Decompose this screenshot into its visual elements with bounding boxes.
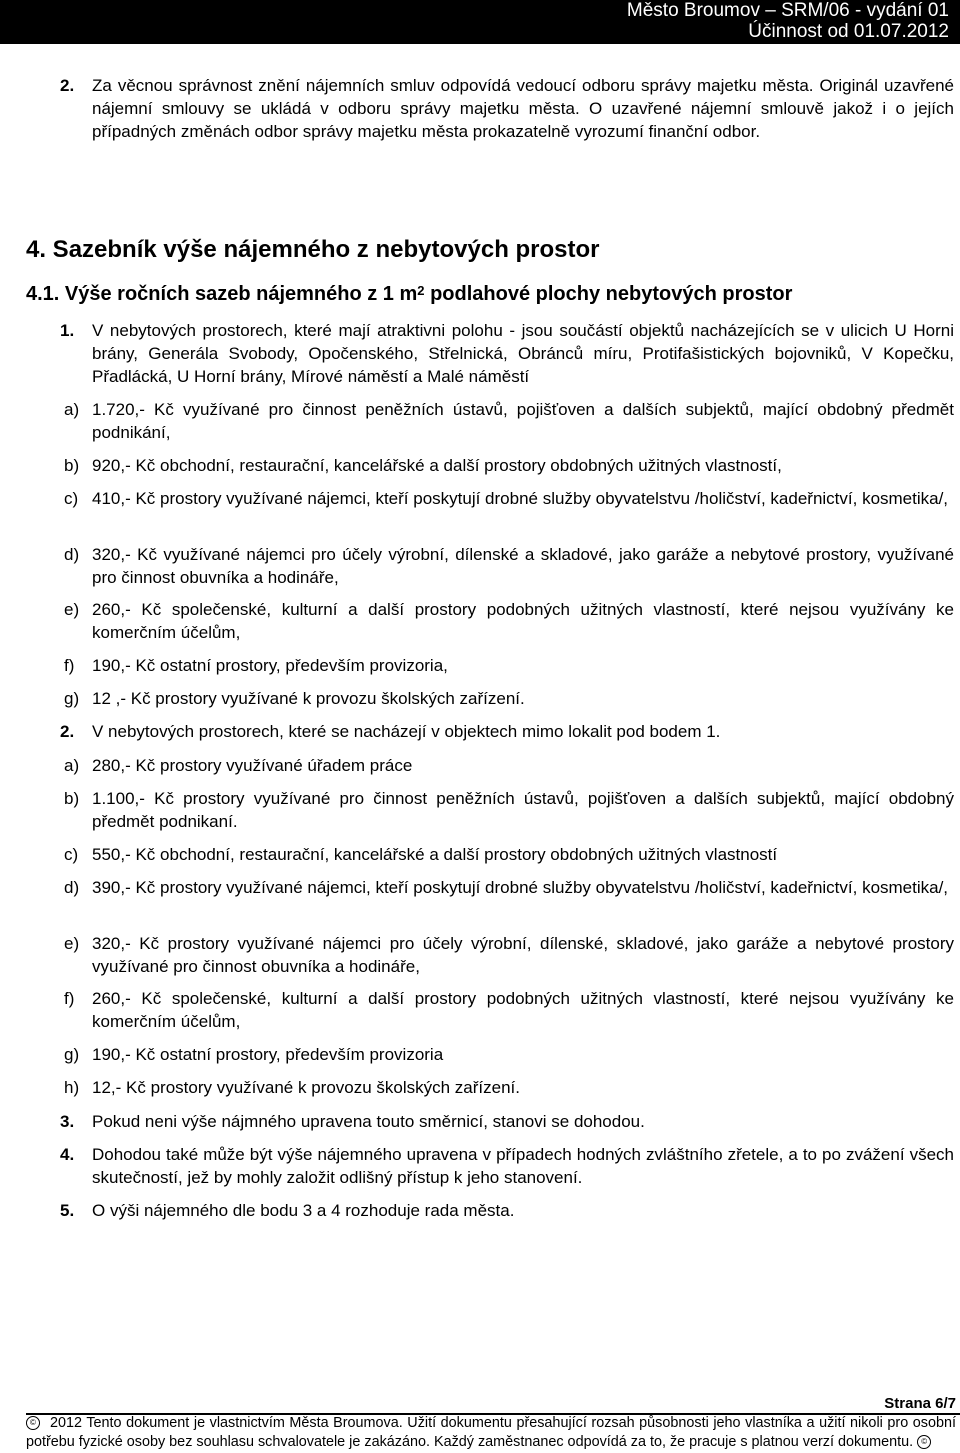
rate-text: 320,- Kč využívané nájemci pro účely výrobní, dílenské a skladové, jako garáže a nebytové prostory, využívané pro činnost obuvníka a hodináře, <box>92 545 954 587</box>
header-title: Město Broumov – SRM/06 - vydání 01 <box>626 0 949 21</box>
rate-label: d) <box>64 545 80 564</box>
rate-label: c) <box>64 489 79 508</box>
subsection-heading-superscript: 2 <box>417 283 425 298</box>
rate-label: a) <box>64 400 80 419</box>
rate-label: g) <box>64 1045 80 1064</box>
rate-label: e) <box>64 934 80 953</box>
rate-text: 410,- Kč prostory využívané nájemci, kteří poskytují drobné služby obyvatelstvu /holičství, kadeřnictví, kosmetika/, <box>92 489 949 508</box>
rate-label: d) <box>64 878 80 897</box>
rate-label: e) <box>64 600 80 619</box>
item4-number: 4. <box>60 1145 75 1164</box>
rate-label: f) <box>64 989 75 1008</box>
item5-paragraph: O výši nájemného dle bodu 3 a 4 rozhoduje rada města. <box>92 1201 515 1220</box>
rate-text: 190,- Kč ostatní prostory, především provizoria <box>92 1045 444 1064</box>
item2-paragraph: V nebytových prostorech, které se nacházejí v objektech mimo lokalit pod bodem 1. <box>92 722 721 741</box>
rate-text: 320,- Kč prostory využívané nájemci pro účely výrobní, dílenské, skladové, jako garáže a nebytové prostory využívané pro činnost obuvníka a hodináře, <box>92 934 954 976</box>
subsection-heading-text-end: podlahové plochy nebytových prostor <box>424 283 793 305</box>
rate-label: h) <box>64 1078 80 1097</box>
rate-text: 190,- Kč ostatní prostory, především provizoria, <box>92 656 448 675</box>
rate-label: g) <box>64 689 80 708</box>
header-effective-date: Účinnost od 01.07.2012 <box>748 21 949 42</box>
copyright-icon: © <box>26 1416 40 1430</box>
rate-label: b) <box>64 789 80 808</box>
rate-label: a) <box>64 756 80 775</box>
rate-text: 12,- Kč prostory využívané k provozu školských zařízení. <box>92 1078 521 1097</box>
rate-text: 1.720,- Kč využívané pro činnost peněžních ústavů, pojišťoven a dalších subjektů, mající obdobný předmět podnikání, <box>92 400 954 442</box>
copyright-icon: © <box>917 1435 931 1449</box>
document-header <box>0 0 960 44</box>
rate-text: 1.100,- Kč prostory využívané pro činnost peněžních ústavů, pojišťoven a dalších subjektů, mající obdobný předmět podnikaní. <box>92 789 954 831</box>
item5-number: 5. <box>60 1201 75 1220</box>
item1-paragraph: V nebytových prostorech, které mají atraktivni polohu - jsou součástí objektů nacházejících se v ulicich U Horni brány, Generála Svobody, Opočenského, Střelnická, Obránců míru, Protifašistických bojovniků, V Kopečku, Přadlácká, U Horní brány, Mírové náměstí a Malé náměstí <box>92 321 954 386</box>
item3-number: 3. <box>60 1112 75 1131</box>
page-number: Strana 6/7 <box>884 1395 956 1412</box>
item2-number: 2. <box>60 722 75 741</box>
footer-notice <box>26 1414 956 1452</box>
item1-number: 1. <box>60 321 75 340</box>
rate-text: 390,- Kč prostory využívané nájemci, kteří poskytují drobné služby obyvatelstvu /holičství, kadeřnictví, kosmetika/, <box>92 878 949 897</box>
rate-text: 260,- Kč společenské, kulturní a další prostory podobných užitných vlastností, které nejsou využívány ke komerčním účelům, <box>92 600 954 642</box>
subsection-heading-text: 4.1. Výše ročních sazeb nájemného z 1 m <box>26 283 418 305</box>
item4-paragraph: Dohodou také může být výše nájemného upravena v případech hodných zvláštního zřetele, a to po zvážení všech skutečností, jež by mohly založit odlišný přístup k jeho stanovení. <box>92 1145 954 1187</box>
item3-paragraph: Pokud neni výše nájmného upravena touto směrnicí, stanovi se dohodou. <box>92 1112 645 1131</box>
rate-text: 12 ,- Kč prostory využívané k provozu školských zařízení. <box>92 689 525 708</box>
rate-text: 920,- Kč obchodní, restaurační, kancelářské a další prostory obdobných užitných vlastností, <box>92 456 782 475</box>
rate-text: 280,- Kč prostory využívané úřadem práce <box>92 756 413 775</box>
intro-paragraph: Za věcnou správnost znění nájemních smluv odpovídá vedoucí odboru správy majetku města. Originál uzavřené nájemní smlouvy se ukládá v odboru správy majetku města. O uzavřené nájemní smlouvě jakož i o jejích případných změnách odbor správy majetku města prokazatelně vyrozumí finanční odbor. <box>92 76 954 141</box>
footer-text: 2012 Tento dokument je vlastnictvím Města Broumova. Užití dokumentu přesahující rozsah působnosti jeho vlastníka a užití nikoli pro osobní potřebu fyzické osoby bez souhlasu schvalovatele je zakázáno. Každý zaměstnanec odpovídá za to, že pracuje s platnou verzí dokumentu. <box>26 1415 956 1450</box>
rate-label: c) <box>64 845 79 864</box>
rate-text: 260,- Kč společenské, kulturní a další prostory podobných užitných vlastností, které nejsou využívány ke komerčním účelům, <box>92 989 954 1031</box>
rate-label: f) <box>64 656 75 675</box>
rate-text: 550,- Kč obchodní, restaurační, kancelářské a další prostory obdobných užitných vlastností <box>92 845 778 864</box>
rate-label: b) <box>64 456 80 475</box>
subsection-heading <box>26 281 792 307</box>
intro-number: 2. <box>60 76 75 95</box>
section-heading: 4. Sazebník výše nájemného z nebytových prostor <box>26 236 600 263</box>
